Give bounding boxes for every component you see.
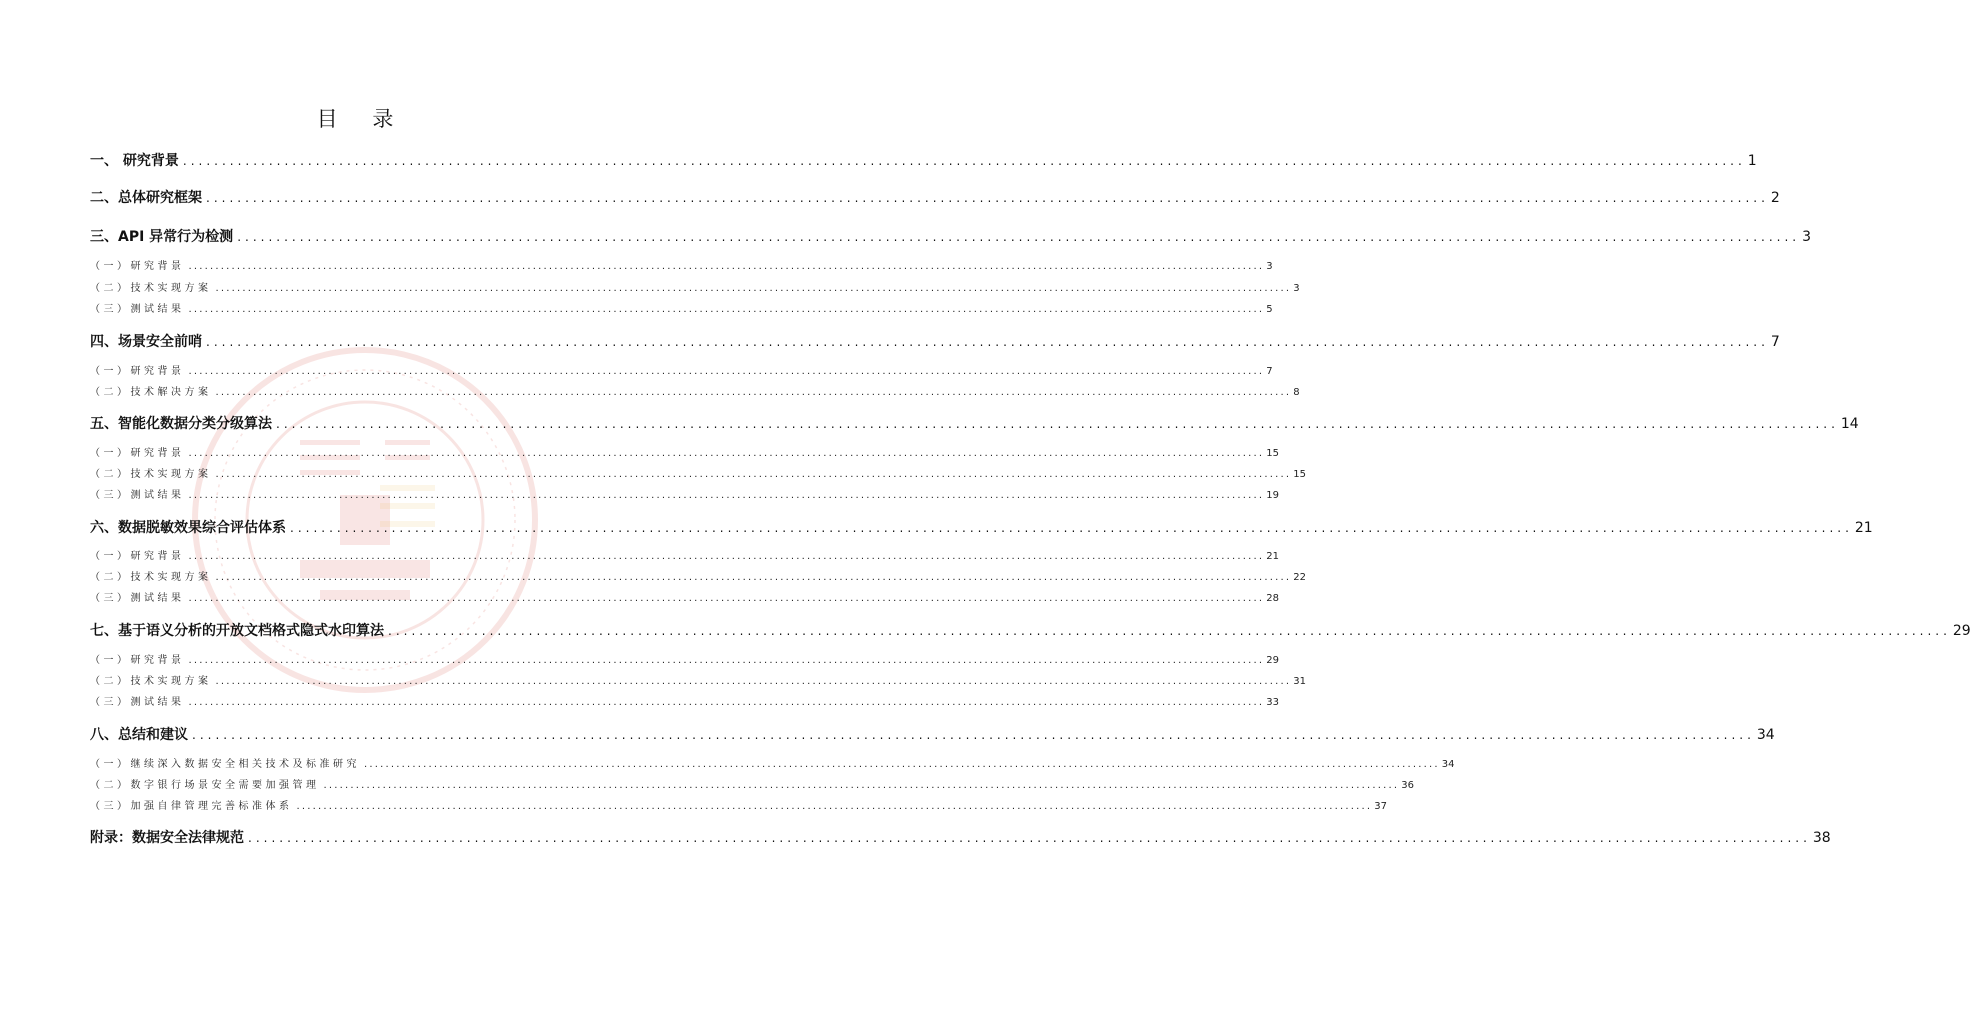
toc-entry-label: （一）研究背景 — [90, 261, 185, 272]
toc-section-entry[interactable] — [90, 468, 1306, 482]
toc-page-number: 31 — [1293, 676, 1306, 687]
toc-leader-dots: ........................................................................................................................................................................................................ — [188, 261, 1265, 272]
toc-section-entry[interactable] — [90, 550, 1279, 564]
toc-page-number: 36 — [1401, 780, 1414, 791]
toc-section-entry[interactable] — [90, 675, 1306, 689]
toc-entry-label: 一、 研究背景 — [90, 153, 179, 169]
toc-page-number: 19 — [1266, 490, 1279, 501]
toc-leader-dots: ........................................................................................................................................................................................................ — [364, 759, 1440, 770]
toc-section-entry[interactable] — [90, 303, 1273, 317]
toc-page-number: 21 — [1266, 551, 1279, 562]
toc-entry-label: （二）技术实现方案 — [90, 283, 212, 294]
toc-page-number: 15 — [1266, 448, 1279, 459]
toc-page-number: 2 — [1770, 190, 1780, 206]
toc-entry-label: 六、数据脱敏效果综合评估体系 — [90, 520, 286, 536]
toc-chapter-entry[interactable] — [90, 188, 1780, 208]
toc-entry-label: 五、智能化数据分类分级算法 — [90, 416, 272, 432]
toc-leader-dots: ........................................................................................................................................................................................................ — [188, 304, 1265, 315]
toc-chapter-entry[interactable] — [90, 725, 1775, 745]
toc-leader-dots: ........................................................................................................................................................................................................ — [188, 593, 1265, 604]
toc-leader-dots: ........................................................................................................................................................................................................ — [188, 655, 1265, 666]
toc-chapter-entry[interactable] — [90, 621, 1971, 641]
toc-page-number: 14 — [1840, 416, 1859, 432]
toc-entry-label: 附录：数据安全法律规范 — [90, 830, 244, 846]
toc-page-number: 15 — [1293, 469, 1306, 480]
toc-entry-label: （三）加强自律管理完善标准体系 — [90, 801, 293, 812]
toc-page-number: 37 — [1374, 801, 1387, 812]
toc-page-number: 22 — [1293, 572, 1306, 583]
toc-page-number: 3 — [1293, 283, 1300, 294]
toc-section-entry[interactable] — [90, 282, 1300, 296]
toc-title: 目 录 — [316, 107, 408, 131]
toc-entry-label: （二）技术解决方案 — [90, 387, 212, 398]
toc-page-number: 29 — [1952, 623, 1971, 639]
toc-leader-dots: ........................................................................................................................................................................................................ — [215, 469, 1292, 480]
toc-section-entry[interactable] — [90, 386, 1300, 400]
toc-leader-dots: ........................................................................................................................................................................................................ — [192, 728, 1755, 742]
toc-page-number: 38 — [1812, 830, 1831, 846]
toc-entry-label: （一）继续深入数据安全相关技术及标准研究 — [90, 759, 360, 770]
toc-page-number: 8 — [1293, 387, 1300, 398]
toc-leader-dots: ........................................................................................................................................................................................................ — [296, 801, 1373, 812]
toc-leader-dots: ........................................................................................................................................................................................................ — [188, 448, 1265, 459]
toc-chapter-entry[interactable] — [90, 151, 1757, 171]
toc-leader-dots: ........................................................................................................................................................................................................ — [182, 154, 1746, 168]
toc-section-entry[interactable] — [90, 260, 1273, 274]
toc-section-entry[interactable] — [90, 447, 1279, 461]
toc-section-entry[interactable] — [90, 779, 1414, 793]
toc-entry-label: （一）研究背景 — [90, 655, 185, 666]
toc-leader-dots: ........................................................................................................................................................................................................ — [188, 366, 1265, 377]
toc-leader-dots: ........................................................................................................................................................................................................ — [388, 624, 1951, 638]
toc-leader-dots: ........................................................................................................................................................................................................ — [248, 831, 1811, 845]
toc-entry-label: 四、场景安全前哨 — [90, 334, 202, 350]
toc-section-entry[interactable] — [90, 654, 1279, 668]
toc-leader-dots: ........................................................................................................................................................................................................ — [188, 551, 1265, 562]
toc-entry-label: 八、总结和建议 — [90, 727, 188, 743]
toc-page-number: 34 — [1756, 727, 1775, 743]
toc-page-number: 34 — [1441, 759, 1455, 770]
toc-entry-label: （三）测试结果 — [90, 593, 185, 604]
toc-section-entry[interactable] — [90, 696, 1279, 710]
table-of-contents — [90, 0, 1971, 1024]
toc-section-entry[interactable] — [90, 571, 1306, 585]
toc-leader-dots: ........................................................................................................................................................................................................ — [215, 676, 1292, 687]
toc-section-entry[interactable] — [90, 758, 1455, 772]
toc-chapter-entry[interactable] — [90, 414, 1859, 434]
toc-page-number: 1 — [1747, 153, 1757, 169]
toc-entry-label: （二）技术实现方案 — [90, 469, 212, 480]
toc-entry-label: （二）技术实现方案 — [90, 572, 212, 583]
toc-section-entry[interactable] — [90, 592, 1279, 606]
toc-leader-dots: ........................................................................................................................................................................................................ — [188, 697, 1265, 708]
toc-entry-label: （三）测试结果 — [90, 304, 185, 315]
toc-chapter-entry[interactable] — [90, 227, 1811, 247]
toc-leader-dots: ........................................................................................................................................................................................................ — [206, 335, 1769, 349]
toc-page-number: 21 — [1854, 520, 1873, 536]
toc-page-number: 5 — [1266, 304, 1273, 315]
toc-entry-label: （一）研究背景 — [90, 551, 185, 562]
toc-entry-label: 七、基于语义分析的开放文档格式隐式水印算法 — [90, 623, 384, 639]
toc-entry-label: 三、API 异常行为检测 — [90, 229, 234, 245]
toc-leader-dots: ........................................................................................................................................................................................................ — [276, 417, 1839, 431]
toc-entry-label: 二、总体研究框架 — [90, 190, 202, 206]
toc-entry-label: （二）技术实现方案 — [90, 676, 212, 687]
toc-section-entry[interactable] — [90, 489, 1279, 503]
toc-page-number: 7 — [1770, 334, 1780, 350]
toc-entry-label: （一）研究背景 — [90, 448, 185, 459]
toc-chapter-entry[interactable] — [90, 828, 1831, 848]
toc-leader-dots: ........................................................................................................................................................................................................ — [290, 521, 1853, 535]
toc-section-entry[interactable] — [90, 365, 1273, 379]
toc-entry-label: （二）数字银行场景安全需要加强管理 — [90, 780, 320, 791]
toc-page-number: 33 — [1266, 697, 1279, 708]
toc-entry-label: （一）研究背景 — [90, 366, 185, 377]
toc-chapter-entry[interactable] — [90, 332, 1780, 352]
toc-entry-label: （三）测试结果 — [90, 490, 185, 501]
toc-page-number: 29 — [1266, 655, 1279, 666]
toc-page-number: 3 — [1266, 261, 1273, 272]
toc-page-number: 7 — [1266, 366, 1273, 377]
toc-chapter-entry[interactable] — [90, 518, 1873, 538]
toc-leader-dots: ........................................................................................................................................................................................................ — [215, 283, 1292, 294]
toc-leader-dots: ........................................................................................................................................................................................................ — [237, 230, 1801, 244]
toc-page-number: 28 — [1266, 593, 1279, 604]
toc-leader-dots: ........................................................................................................................................................................................................ — [323, 780, 1400, 791]
toc-leader-dots: ........................................................................................................................................................................................................ — [188, 490, 1265, 501]
toc-leader-dots: ........................................................................................................................................................................................................ — [215, 572, 1292, 583]
toc-page-number: 3 — [1802, 229, 1811, 245]
toc-leader-dots: ........................................................................................................................................................................................................ — [215, 387, 1292, 398]
toc-section-entry[interactable] — [90, 800, 1387, 814]
toc-leader-dots: ........................................................................................................................................................................................................ — [206, 191, 1769, 205]
toc-entry-label: （三）测试结果 — [90, 697, 185, 708]
